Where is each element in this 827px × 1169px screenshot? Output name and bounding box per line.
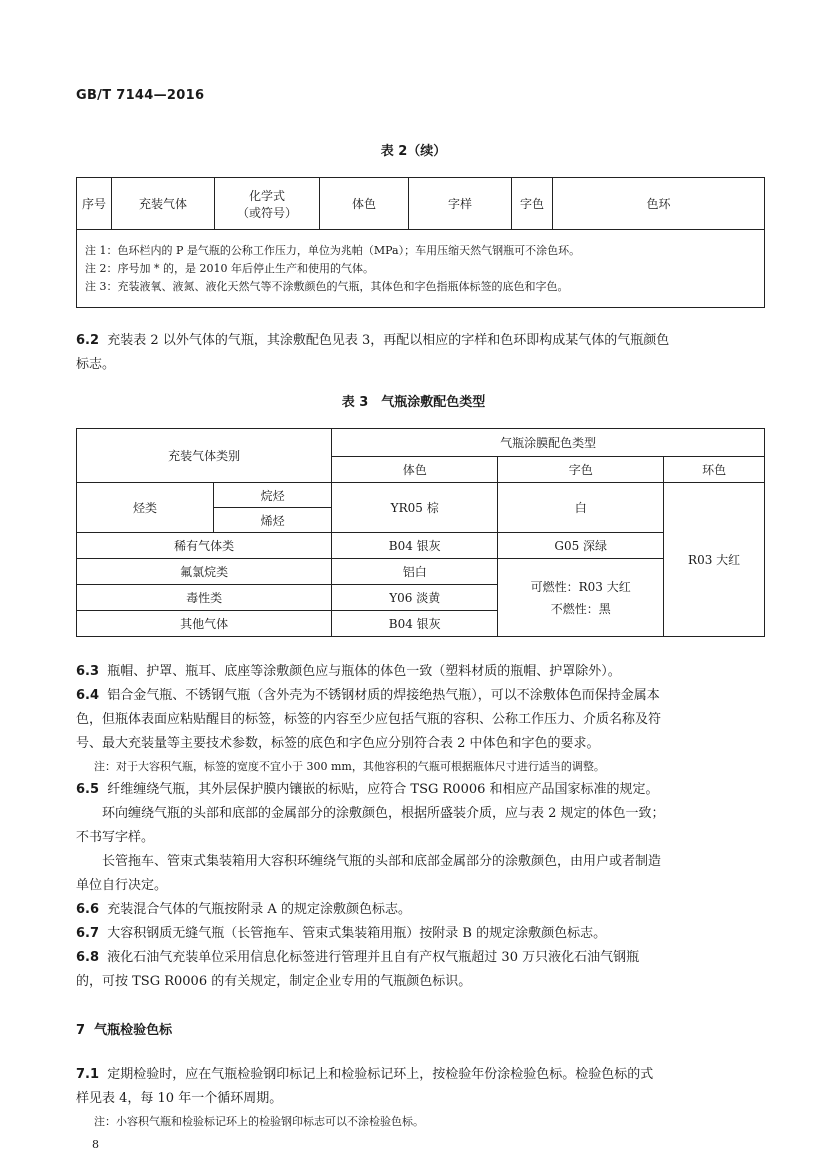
table-2-header-cell: [215, 178, 320, 230]
clause-number: 6.8: [76, 950, 100, 965]
clause-text: 色，但瓶体表面应粘贴醒目的标签，标签的内容至少应包括气瓶的容积、公称工作压力、介质名称及符: [76, 712, 662, 727]
table-3-caption: 表 3 气瓶涂敷配色类型: [341, 395, 486, 410]
formula-header-line1: 化学式: [248, 188, 285, 203]
clause-text: 的，可按 TSG R0006 的有关规定，制定企业专用的气瓶颜色标识。: [76, 974, 472, 989]
table-cell: 氟氯烷类: [77, 559, 332, 585]
table-cell: 烷烃: [214, 483, 332, 508]
table-cell: 烯烃: [214, 508, 332, 533]
clause-text: 号、最大充装量等主要技术参数，标签的底色和字色应分别符合表 2 中体色和字色的要求。: [76, 736, 600, 751]
clause-number: 6.6: [76, 902, 100, 917]
clause-number: 7.1: [76, 1067, 100, 1082]
table-cell: 稀有气体类: [77, 533, 332, 559]
document-code: GB/T 7144—2016: [76, 88, 205, 103]
table-3-header-cell: 充装气体类别: [77, 429, 332, 483]
table-2: [76, 177, 765, 308]
text-color-flammable: 可燃性：R03 大红: [530, 579, 631, 594]
table-2-note: 注 2：序号加 * 的，是 2010 年后停止生产和使用的气体。: [85, 261, 374, 275]
table-2-caption: 表 2（续）: [380, 144, 447, 159]
clause-text: 不书写字样。: [76, 830, 155, 845]
table-2-header-row: [77, 178, 765, 230]
table-3-header-cell: 体色: [332, 457, 498, 483]
table-cell: 烃类: [77, 483, 214, 533]
clause-note: 注：小容积气瓶和检验标记环上的检验钢印标志可以不涂检验色标。: [94, 1115, 424, 1128]
table-cell: G05 深绿: [498, 533, 664, 559]
clause-text: 铝合金气瓶、不锈钢气瓶（含外壳为不锈钢材质的焊接绝热气瓶），可以不涂敷体色而保持金属本: [107, 688, 660, 703]
table-2-header-cell: 充装气体: [112, 178, 215, 230]
clause-note: 注：对于大容积气瓶，标签的宽度不宜小于 300 mm，其他容积的气瓶可根据瓶体尺寸进行适当的调整。: [94, 760, 605, 773]
clause-text: 定期检验时，应在气瓶检验钢印标记上和检验标记环上，按检验年份涂检验色标。检验色标的式: [107, 1067, 654, 1082]
clause-6-5: [76, 778, 776, 802]
clause-text: 标志。: [76, 357, 116, 372]
table-cell: R03 大红: [664, 483, 765, 637]
clause-text: 液化石油气充装单位采用信息化标签进行管理并且自有产权气瓶超过 30 万只液化石油气钢瓶: [107, 950, 640, 965]
table-cell: B04 银灰: [332, 611, 498, 637]
table-cell: 毒性类: [77, 585, 332, 611]
table-2-header-cell: 字色: [512, 178, 553, 230]
table-3-header-cell: 环色: [664, 457, 765, 483]
clause-number: 6.3: [76, 664, 100, 679]
clause-text: 单位自行决定。: [76, 878, 168, 893]
clause-number: 6.5: [76, 782, 100, 797]
table-2-notes-cell: [77, 230, 765, 308]
table-cell: B04 银灰: [332, 533, 498, 559]
table-3: [76, 428, 765, 637]
clause-6-6: [76, 898, 776, 922]
clause-text: 长管拖车、管束式集装箱用大容积环缠绕气瓶的头部和底部金属部分的涂敷颜色，由用户或者制造: [102, 854, 662, 869]
table-row: [77, 559, 765, 585]
table-3-header-cell: 气瓶涂膜配色类型: [332, 429, 765, 457]
table-cell: Y06 淡黄: [332, 585, 498, 611]
formula-header-line2: （或符号）: [236, 205, 297, 220]
table-2-note: 注 3：充装液氧、液氮、液化天然气等不涂敷颜色的气瓶，其体色和字色指瓶体标签的底色和字色。: [85, 279, 569, 293]
table-2-header-cell: 字样: [409, 178, 512, 230]
table-cell: 白: [498, 483, 664, 533]
table-row: [77, 483, 765, 508]
table-cell: 其他气体: [77, 611, 332, 637]
clause-text: 充装混合气体的气瓶按附录 A 的规定涂敷颜色标志。: [107, 902, 411, 917]
clause-6-3: [76, 660, 776, 684]
clause-text: 大容积钢质无缝气瓶（长管拖车、管束式集装箱用瓶）按附录 B 的规定涂敷颜色标志。: [107, 926, 607, 941]
table-cell: [498, 559, 664, 637]
clause-text: 纤维缠绕气瓶，其外层保护膜内镶嵌的标贴，应符合 TSG R0006 和相应产品国家标准的规定。: [107, 782, 659, 797]
clause-number: 6.2: [76, 333, 100, 348]
clause-text: 充装表 2 以外气体的气瓶，其涂敷配色见表 3，再配以相应的字样和色环即构成某气体的气瓶颜色: [107, 333, 670, 348]
clause-text: 瓶帽、护罩、瓶耳、底座等涂敷颜色应与瓶体的体色一致（塑料材质的瓶帽、护罩除外）。: [107, 664, 621, 679]
clauses-6: [76, 660, 776, 994]
clause-7-1: [76, 1063, 776, 1133]
table-row: [77, 533, 765, 559]
clause-6-8: [76, 946, 776, 970]
page-number: 8: [92, 1138, 99, 1151]
section-7-heading: [76, 1019, 172, 1038]
clause-number: 6.7: [76, 926, 100, 941]
clause-number: 6.4: [76, 688, 100, 703]
clause-text: 环向缠绕气瓶的头部和底部的金属部分的涂敷颜色，根据所盛装介质，应与表 2 规定的体色一致；: [102, 806, 665, 821]
section-number: 7: [76, 1023, 86, 1038]
clause-6-7: [76, 922, 776, 946]
table-2-header-cell: 体色: [320, 178, 409, 230]
table-3-header-row: [77, 429, 765, 457]
table-2-note: 注 1：色环栏内的 P 是气瓶的公称工作压力，单位为兆帕（MPa）；车用压缩天然气钢瓶可不涂色环。: [85, 243, 581, 257]
table-2-notes-row: [77, 230, 765, 308]
table-2-header-cell: 序号: [77, 178, 112, 230]
clause-6-2: [76, 329, 776, 377]
table-cell: 铝白: [332, 559, 498, 585]
table-cell: YR05 棕: [332, 483, 498, 533]
table-2-header-cell: 色环: [553, 178, 765, 230]
clause-6-4: [76, 684, 776, 708]
table-3-header-cell: 字色: [498, 457, 664, 483]
text-color-nonflammable: 不燃性：黑: [550, 601, 611, 616]
clause-text: 样见表 4，每 10 年一个循环周期。: [76, 1091, 283, 1106]
section-title: 气瓶检验色标: [94, 1023, 173, 1038]
